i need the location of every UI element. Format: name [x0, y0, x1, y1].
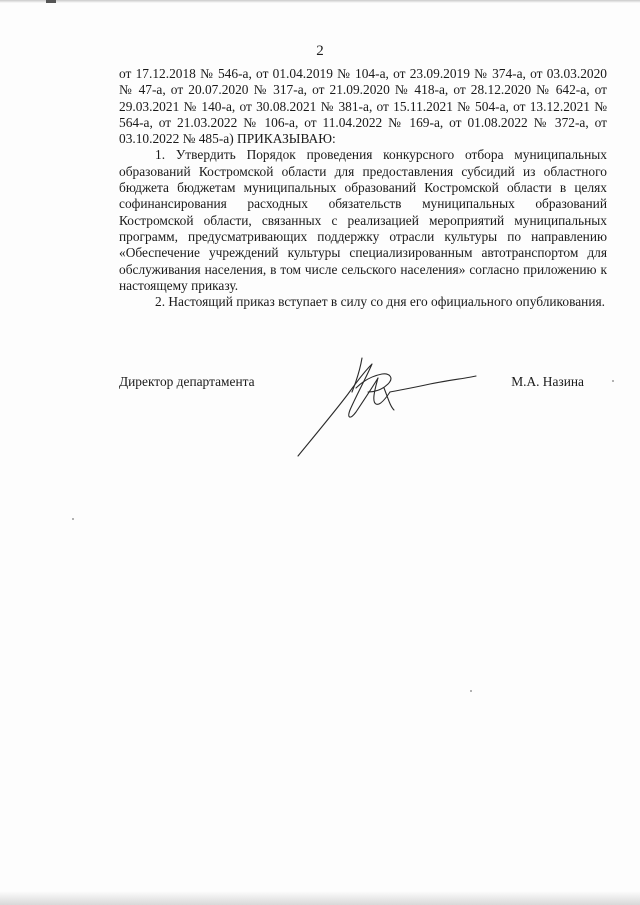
paragraph-item-2: 2. Настоящий приказ вступает в силу со дня его официального опубликования. — [155, 294, 605, 310]
scan-edge-top — [0, 0, 640, 3]
scan-speck — [612, 380, 614, 382]
body-text — [119, 66, 607, 310]
paragraph-references: от 17.12.2018 № 546-а, от 01.04.2019 № 104-а, от 23.09.2019 № 374-а, от 03.03.2020 № 47-а, от 20.07.2020 № 317-а, от 21.09.2020 № 418-а, от 28.12.2020 № 642-а, от 29.03.2021 № 140-а, от 30.08.2021 № 381-а, от 15.11.2021 № 504-а, от 13.12.2021 № 564-а, от 21.03.2022 № 106-а, от 11.04.2022 № 169-а, от 01.08.2022 № 372-а, от 03.10.2022 № 485-а) ПРИКАЗЫВАЮ: — [119, 66, 607, 147]
scan-speck — [470, 690, 472, 692]
paragraph-item-1: 1. Утвердить Порядок проведения конкурсного отбора муниципальных образований Костромской области для предоставления субсидий из областного бюджета бюджетам муниципальных образований Костромской области в целях софинансирования расходных обязательств муниципальных образований Костромской области, связанных с реализацией мероприятий муниципальных программ, предусматривающих поддержку отрасли культуры по направлению «Обеспечение учреждений культуры специализированным автотранспортом для обслуживания населения, в том числе сельского населения» согласно приложению к настоящему приказу. — [119, 147, 607, 293]
scan-mark — [46, 0, 56, 3]
signatory-name: М.А. Назина — [511, 374, 584, 389]
handwritten-signature — [290, 348, 490, 460]
scan-speck — [72, 518, 74, 520]
scan-edge-bottom — [0, 891, 640, 905]
page-number: 2 — [316, 43, 324, 59]
signatory-title: Директор департамента — [119, 374, 255, 389]
